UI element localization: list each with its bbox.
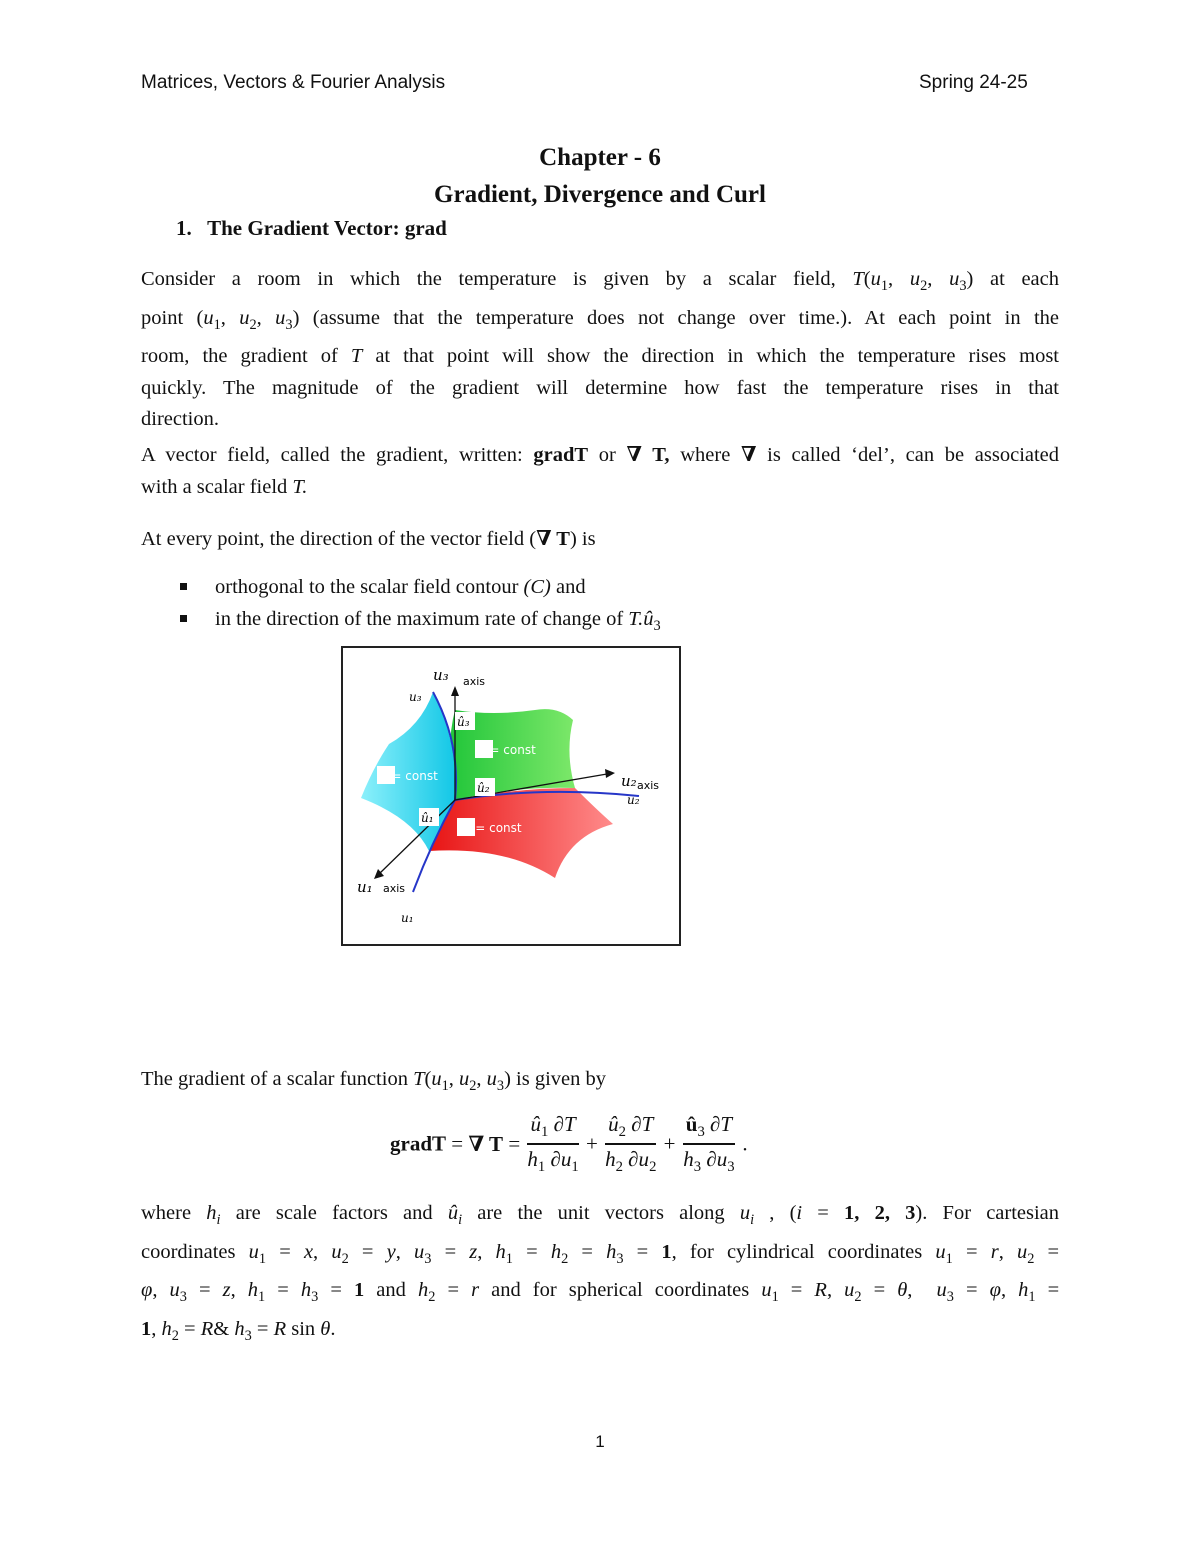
arrowhead-icon <box>605 769 615 778</box>
text-line: point <box>141 306 184 329</box>
text-line: direction. <box>141 408 219 431</box>
text-line: at each <box>989 268 1059 290</box>
u3-hat-label: û₃ <box>457 715 470 729</box>
math-t-u3: T.û <box>628 608 654 630</box>
list-item-text: in the direction of the maximum rate of change of <box>215 608 624 630</box>
math-period: . <box>742 1131 748 1156</box>
text-line: room, the gradient of <box>141 345 338 368</box>
text-line: where <box>141 1202 192 1224</box>
chapter-title: Gradient, Divergence and Curl <box>434 181 766 208</box>
u3-curve-label: u₃ <box>409 690 422 704</box>
section-heading <box>176 216 447 241</box>
text-line: are scale factors and <box>235 1202 433 1224</box>
gradient-definition-paragraph <box>141 440 1059 503</box>
math-del: ∇ <box>741 444 757 466</box>
math-gradT: gradT <box>533 444 589 466</box>
math-subscript: 3 <box>653 618 661 635</box>
text-line: where <box>680 444 731 466</box>
u2-curve-label: u₂ <box>627 793 640 807</box>
text-line: Consider a room in which the temperature is given by a scalar field, <box>141 268 836 290</box>
axis-label: axis <box>637 779 660 792</box>
u3-axis-label: u₃ <box>433 666 449 684</box>
fraction-term-1: $\frac{û_1 \partial T}{h_1 \partial u_1}$ <box>527 1112 579 1176</box>
text-line: A vector field, called the gradient, written: <box>141 444 523 466</box>
text-line: quickly. The magnitude of the gradient will determine how fast the temperature rises in that <box>141 376 1059 399</box>
section-number: 1. <box>176 216 192 240</box>
text-line: At every point, the direction of the vector field ( <box>141 528 537 550</box>
fraction-term-2: $\frac{û_2 \partial T}{h_2 \partial u_2}$ <box>605 1112 657 1176</box>
u1-curve-label: u₁ <box>401 911 414 925</box>
text-line: are the unit vectors along <box>477 1202 725 1224</box>
text-line: and <box>376 1279 406 1302</box>
gradient-equation <box>0 1112 1200 1182</box>
arrowhead-icon <box>451 686 459 696</box>
direction-paragraph <box>141 524 1059 556</box>
bullet-icon <box>180 615 187 622</box>
math-T: T. <box>292 475 308 498</box>
text-line: ) is <box>569 528 596 550</box>
u1-const-label: u₁= const <box>477 743 536 757</box>
u1-hat-label: û₁ <box>421 811 434 825</box>
list-item-text: orthogonal to the scalar field contour <box>215 576 519 598</box>
scale-factors-paragraph: where $h_i$ are scale factors and $û_i$ are the unit vectors along $u_i$ , (i = 1, 2, 3). For cartesian coordinates $u_1 = x$, $u_2 = y$, $u_3 = z$, $h_1 = h_2 = h_3 = 1$, for cylindrical coordinates $u_1 = r$, $u_2$ = φ, $u_3 = z$, $h_1 = h_3 = 1$ and $h_2 = r$ and for spherical coordinates $u_1 = R$, $u_2 = \theta$, $u_3 = \varphi$, $h_1$ = 1, $h_2$ = R& $h_3 = R$ sin θ. <box>141 1202 1060 1344</box>
text-line: The gradient of a scalar function <box>141 1068 408 1090</box>
math-del-t: ∇ T <box>468 1132 504 1157</box>
math-gradT: gradT <box>390 1131 447 1156</box>
axis-label: axis <box>383 882 406 895</box>
u2-axis-label: u₂ <box>621 772 637 790</box>
list-item <box>180 608 661 635</box>
math-equals: = <box>451 1131 464 1156</box>
bullet-icon <box>180 583 187 590</box>
text-line: . For cartesian <box>922 1202 1060 1224</box>
math-contour: (C) <box>523 576 551 598</box>
text-line: or <box>598 444 616 466</box>
text-line: is called ‘del’, can be associated <box>767 444 1060 466</box>
list-item-text: and <box>556 576 586 598</box>
curvilinear-coordinates-diagram <box>343 648 679 944</box>
header-term: Spring 24-25 <box>919 72 1028 93</box>
axis-label: axis <box>463 675 486 688</box>
text-line: (assume that the temperature does not change over time.). At each point in the <box>312 306 1060 329</box>
u2-hat-label: û₂ <box>477 781 490 795</box>
text-line: with a scalar field <box>141 475 288 498</box>
math-plus: + <box>585 1131 598 1156</box>
intro-paragraph: Consider a room in which the temperature is given by a scalar field, $T(u_1$, $u_2$, $u_3$) at each point ($u_1$, $u_2$, $u_3$) (assume that the temperature does not change over time.). At each point in the room, the gradient of T at that point will show the direction in which the temperature rises most quickly. The magnitude of the gradient will determine how fast the temperature rises in that direction. <box>141 264 1059 436</box>
math-del-t: ∇ T <box>536 528 570 550</box>
u1-axis-label: u₁ <box>357 878 373 896</box>
text-line: at that point will show the direction in which the temperature rises most <box>375 345 1059 368</box>
section-title: The Gradient Vector: grad <box>207 216 447 240</box>
list-item <box>180 576 586 599</box>
chapter-number: Chapter - 6 <box>539 144 661 171</box>
math-equals: = <box>508 1131 521 1156</box>
text-line: , for cylindrical coordinates <box>671 1240 923 1263</box>
u2-const-label: u₂= const <box>379 769 438 783</box>
text-line: and for spherical coordinates <box>491 1279 750 1302</box>
page-number: 1 <box>595 1432 605 1451</box>
header-course-title: Matrices, Vectors & Fourier Analysis <box>141 72 446 93</box>
math-plus: + <box>663 1131 676 1156</box>
text-line: coordinates <box>141 1240 236 1263</box>
coordinate-figure <box>341 646 681 946</box>
text-line: is given by <box>516 1068 606 1090</box>
gradient-formula-intro: The gradient of a scalar function $T(u_1$, $u_2$, $u_3$) is given by <box>141 1068 606 1095</box>
fraction-term-3: $\frac{û_3 \partial T}{h_3 \partial u_3}$ <box>683 1112 735 1176</box>
u3-const-label: u₃ = const <box>459 821 522 835</box>
math-del-t: ∇ T, <box>626 444 670 466</box>
